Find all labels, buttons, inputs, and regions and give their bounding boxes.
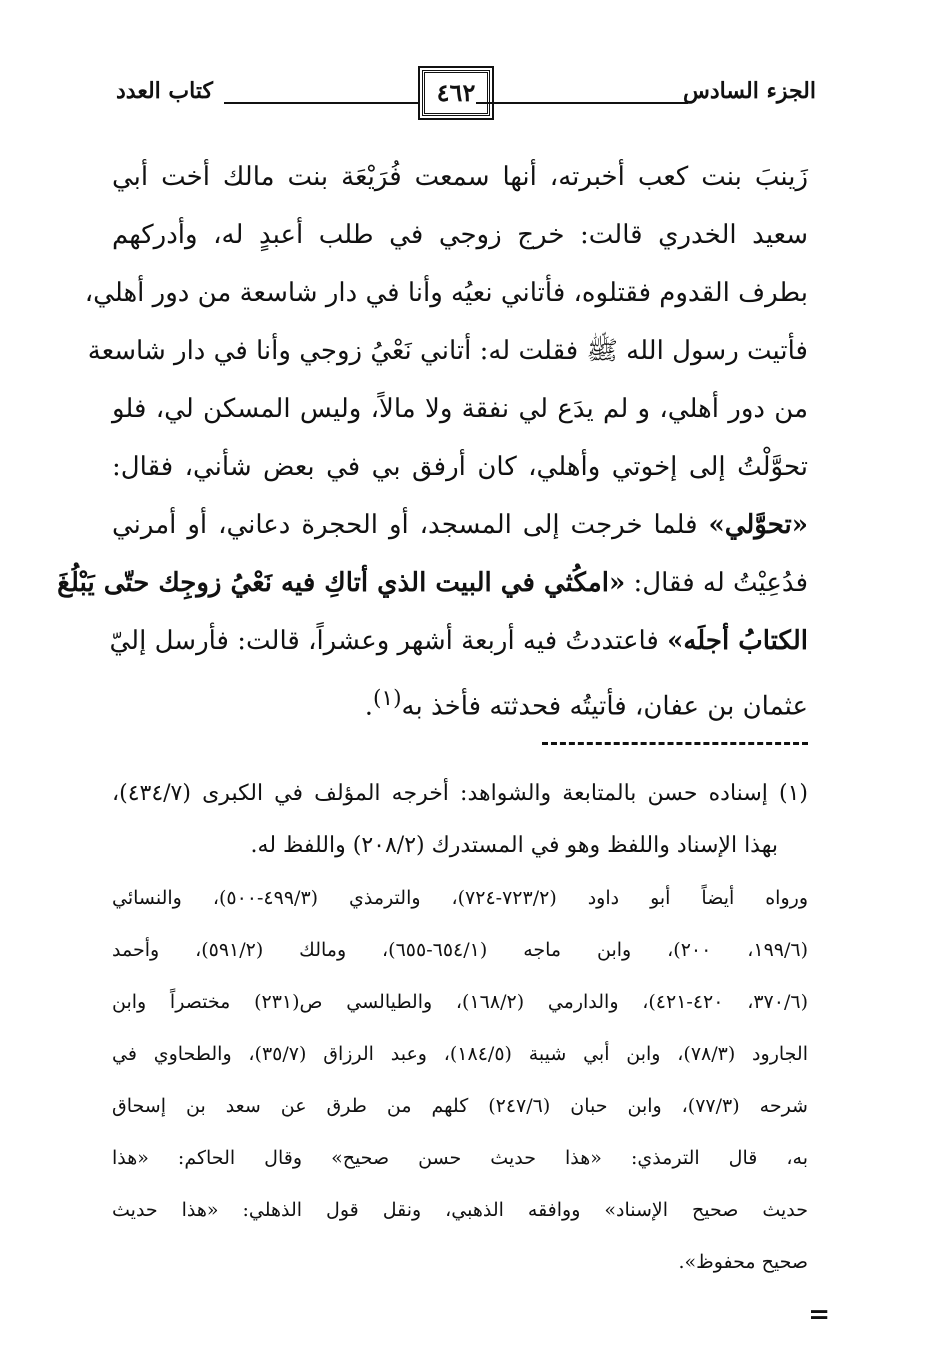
footnote-line: صحيح محفوظ». xyxy=(678,1251,808,1273)
text-line: فأتيت رسول الله ﷺ فقلت له: أتاني نَعْيُ زوجي وأنا في دار شاسعة xyxy=(87,336,808,366)
footnote-line: به، قال الترمذي: «هذا حديث حسن صحيح» وقال الحاكم: «هذا xyxy=(112,1147,808,1169)
footnote-separator xyxy=(542,742,808,745)
footnote-line: شرحه (٧٧/٣)، وابن حبان (٢٤٧/٦) كلهم من طرق عن سعد بن إسحاق xyxy=(112,1095,808,1117)
running-header xyxy=(116,72,816,116)
main-text xyxy=(57,148,809,728)
header-rule-right xyxy=(476,102,688,104)
text-line xyxy=(109,612,808,670)
footnote-line: حديث صحيح الإسناد» ووافقه الذهبي، ونقل قول الذهلي: «هذا حديث xyxy=(112,1199,808,1221)
text-line xyxy=(57,554,808,612)
footnote-line: (٣٧٠/٦، ٤٢٠-٤٢١)، والدارمي (١٦٨/٢)، والطيالسي ص(٢٣١) مختصراً وابن xyxy=(112,991,808,1013)
text-run: فدُعِيْتُ له فقال: xyxy=(625,568,808,598)
end-mark: = xyxy=(808,1300,830,1330)
text-run: عثمان بن عفان، فأتيتُه فحدثته فأخذ به xyxy=(401,691,808,722)
text-line: بطرف القدوم فقتلوه، فأتاني نعيُه وأنا في دار شاسعة من دور أهلي، xyxy=(84,278,808,308)
header-rule-left xyxy=(224,102,420,104)
hadith-quote: «امكُثي في البيت الذي أتاكِ فيه نَعْيُ زوجِك حتّى يَبْلُغَ xyxy=(57,568,626,598)
footnote-line: الجارود (٧٨/٣)، وابن أبي شيبة (١٨٤/٥)، وعبد الرزاق (٣٥/٧)، والطحاوي في xyxy=(112,1043,808,1065)
text-run: فلما خرجت إلى المسجد، أو الحجرة دعاني، أو أمرني xyxy=(112,510,709,540)
footnote-line: بهذا الإسناد واللفظ وهو في المستدرك (٢٠٨/٢) واللفظ له. xyxy=(250,833,778,858)
text-line xyxy=(112,496,808,554)
footnotes xyxy=(112,768,808,1288)
footnote-marker: (١) xyxy=(373,686,402,711)
text-line: من دور أهلي، و لم يدَع لي نفقة ولا مالاً، وليس المسكن لي، فلو xyxy=(112,394,808,424)
text-line: سعيد الخدري قالت: خرج زوجي في طلب أعبدٍ له، وأدركهم xyxy=(112,220,809,250)
text-run: فاعتددتُ فيه أربعة أشهر وعشراً، قالت: فأرسل إليّ xyxy=(109,626,668,656)
book-title: كتاب العدد xyxy=(116,78,213,104)
text-line: تحوَّلْتُ إلى إخوتي وأهلي، كان أرفق بي في بعض شأني، فقال: xyxy=(112,452,808,482)
footnote-line: ورواه أيضاً أبو داود (٧٢٣/٢-٧٢٤)، والترمذي (٤٩٩/٣-٥٠٠)، والنسائي xyxy=(112,887,808,909)
hadith-quote: الكتابُ أجلَه» xyxy=(667,626,808,656)
text-line xyxy=(112,670,808,728)
volume-title: الجزء السادس xyxy=(683,78,816,104)
text-line: زَينبَ بنت كعب أخبرته، أنها سمعت فُرَيْعَة بنت مالك أخت أبي xyxy=(112,162,808,192)
text-run: . xyxy=(364,691,373,722)
page-number: ٤٦٢ xyxy=(422,70,490,116)
footnote-line: (١) إسناده حسن بالمتابعة والشواهد: أخرجه المؤلف في الكبرى (٤٣٤/٧)، xyxy=(112,781,808,806)
footnote-line: (١٩٩/٦، ٢٠٠)، وابن ماجه (٦٥٤/١-٦٥٥)، ومالك (٥٩١/٢)، وأحمد xyxy=(112,939,809,961)
hadith-quote: «تحوَّلي» xyxy=(708,510,808,540)
